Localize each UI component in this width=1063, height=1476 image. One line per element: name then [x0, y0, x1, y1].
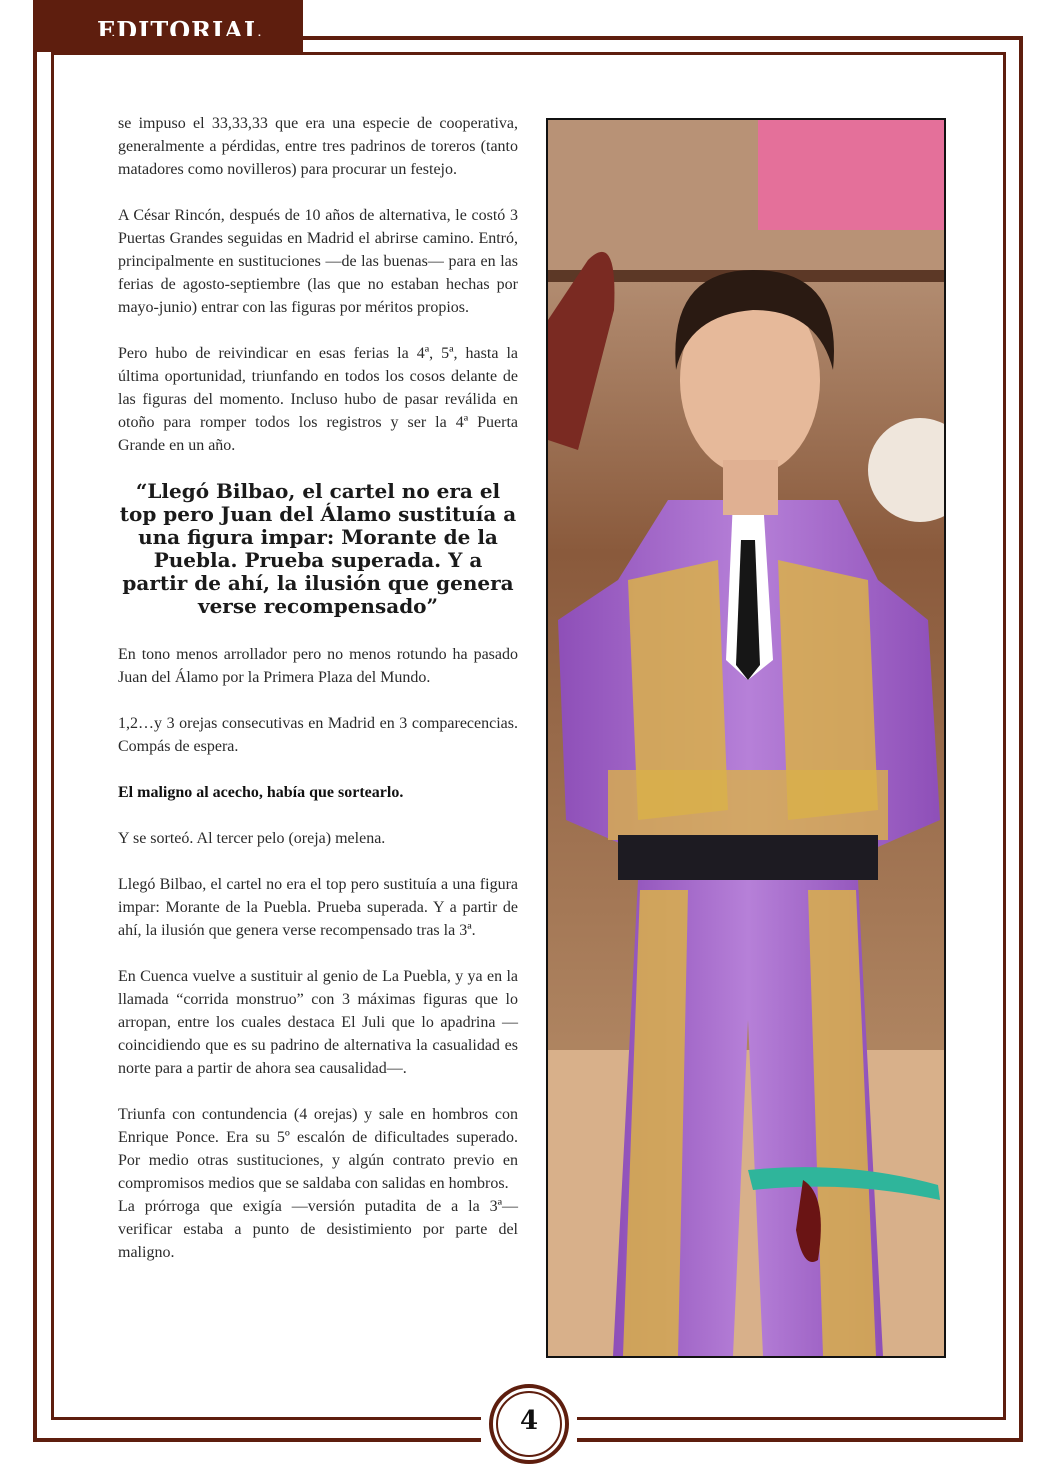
article-paragraph-2: A César Rincón, después de 10 años de alternativa, le costó 3 Puertas Grandes seguidas en Madrid el abrirse camino. Entró, principalmente en sustituciones —de las buenas— para en las ferias de agosto-septiembre (las que no estaban hechas por mayo-junio) entrar con las figuras por méritos propios. [118, 207, 518, 316]
article-paragraph-4: En tono menos arrollador pero no menos rotundo ha pasado Juan del Álamo por la Primera Plaza del Mundo. [118, 646, 518, 686]
article-paragraph-3: Pero hubo de reivindicar en esas ferias la 4ª, 5ª, hasta la última oportunidad, triunfando en todos los cosos delante de las figuras del momento. Incluso hubo de pasar reválida en otoño para romper todos los registros y ser la 4ª Puerta Grande en un año. [118, 345, 518, 454]
article-paragraph-5: 1,2…y 3 orejas consecutivas en Madrid en 3 comparecencias. Compás de espera. [118, 715, 518, 755]
bullfighter-photo [546, 118, 946, 1358]
section-title: EDITORIAL [33, 0, 303, 52]
article-paragraph-1: se impuso el 33,33,33 que era una especie de cooperativa, generalmente a pérdidas, entre tres padrinos de toreros (tanto matadores como novilleros) para procurar un festejo. [118, 115, 518, 178]
page-number: 4 [519, 1406, 539, 1436]
article-paragraph-10: La prórroga que exigía —versión putadita de a la 3ª— verificar estaba a punto de desistimiento por parte del maligno. [118, 1198, 518, 1261]
article-paragraph-9: Triunfa con contundencia (4 orejas) y sale en hombros con Enrique Ponce. Era su 5º escalón de dificultades superado. Por medio otras sustituciones, y algún contrato previo en compromisos medios que se saldaba con salidas en hombros. [118, 1106, 518, 1192]
article-paragraph-6: Y se sorteó. Al tercer pelo (oreja) melena. [118, 830, 386, 847]
article-paragraph-7: Llegó Bilbao, el cartel no era el top pero sustituía a una figura impar: Morante de la Puebla. Prueba superada. Y a partir de ahí, la ilusión que genera verse recompensado tras la 3ª. [118, 876, 518, 939]
article-subheading: El maligno al acecho, había que sortearlo. [118, 784, 404, 801]
pull-quote: “Llegó Bilbao, el cartel no era el top pero Juan del Álamo sustituía a una figura impar: Morante de la Puebla. Prueba superada. Y a partir de ahí, la ilusión que genera verse recompensado” [119, 479, 517, 618]
article-paragraph-8: En Cuenca vuelve a sustituir al genio de La Puebla, y ya en la llamada “corrida monstruo” con 3 máximas figuras que lo arropan, entre los cuales destaca El Juli que lo apadrina —coincidiendo que es su padrino de alternativa la casualidad es norte para a partir de ahora sea causalidad—. [118, 968, 518, 1077]
page-number-badge [481, 1380, 577, 1470]
article-column [118, 112, 518, 1287]
